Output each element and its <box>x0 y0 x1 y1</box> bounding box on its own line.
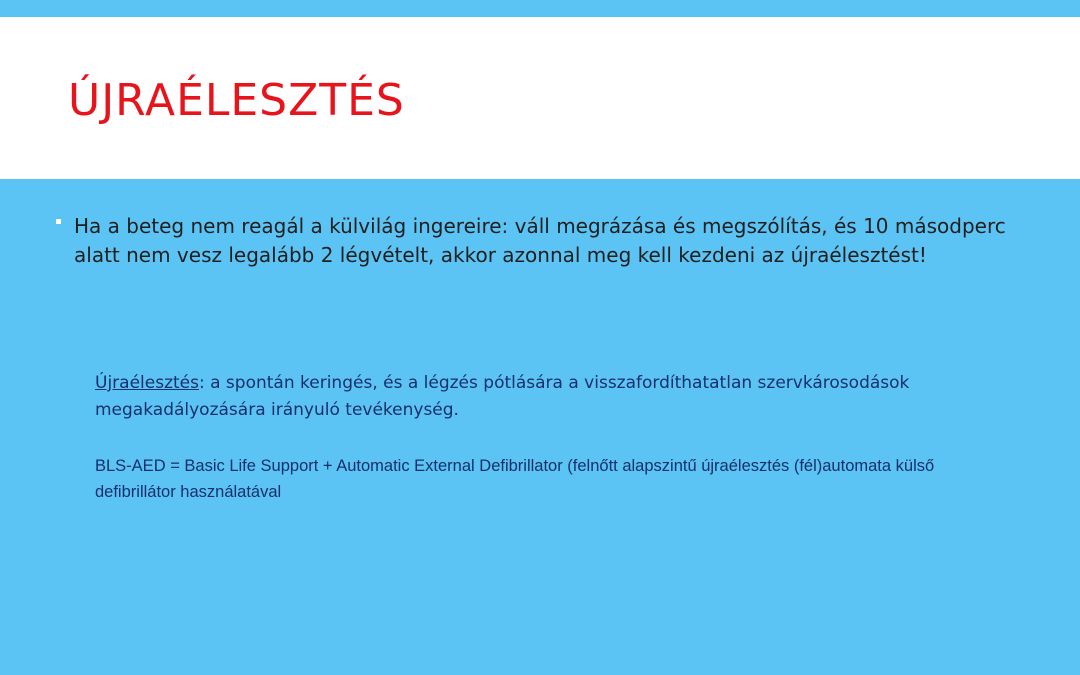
definition-paragraph <box>95 370 975 424</box>
definition-term: Újraélesztés <box>95 373 199 393</box>
bls-aed-paragraph: BLS-AED = Basic Life Support + Automatic External Defibrillator (felnőtt alapszintű újraélesztés (fél)automata külső defibrillátor használatával <box>95 457 935 501</box>
bullet-text: Ha a beteg nem reagál a külvilág ingereire: váll megrázása és megszólítás, és 10 másodperc alatt nem vesz legalább 2 légvételt, akkor azonnal meg kell kezdeni az újraélesztést! <box>74 214 1006 267</box>
title-band <box>0 17 1080 179</box>
top-accent-band <box>0 0 1080 17</box>
definition-text: : a spontán keringés, és a légzés pótlására a visszafordíthatatlan szervkárosodások megakadályozására irányuló tevékenység. <box>95 373 910 420</box>
square-bullet-icon <box>56 219 61 224</box>
slide-title: ÚJRAÉLESZTÉS <box>68 75 405 126</box>
